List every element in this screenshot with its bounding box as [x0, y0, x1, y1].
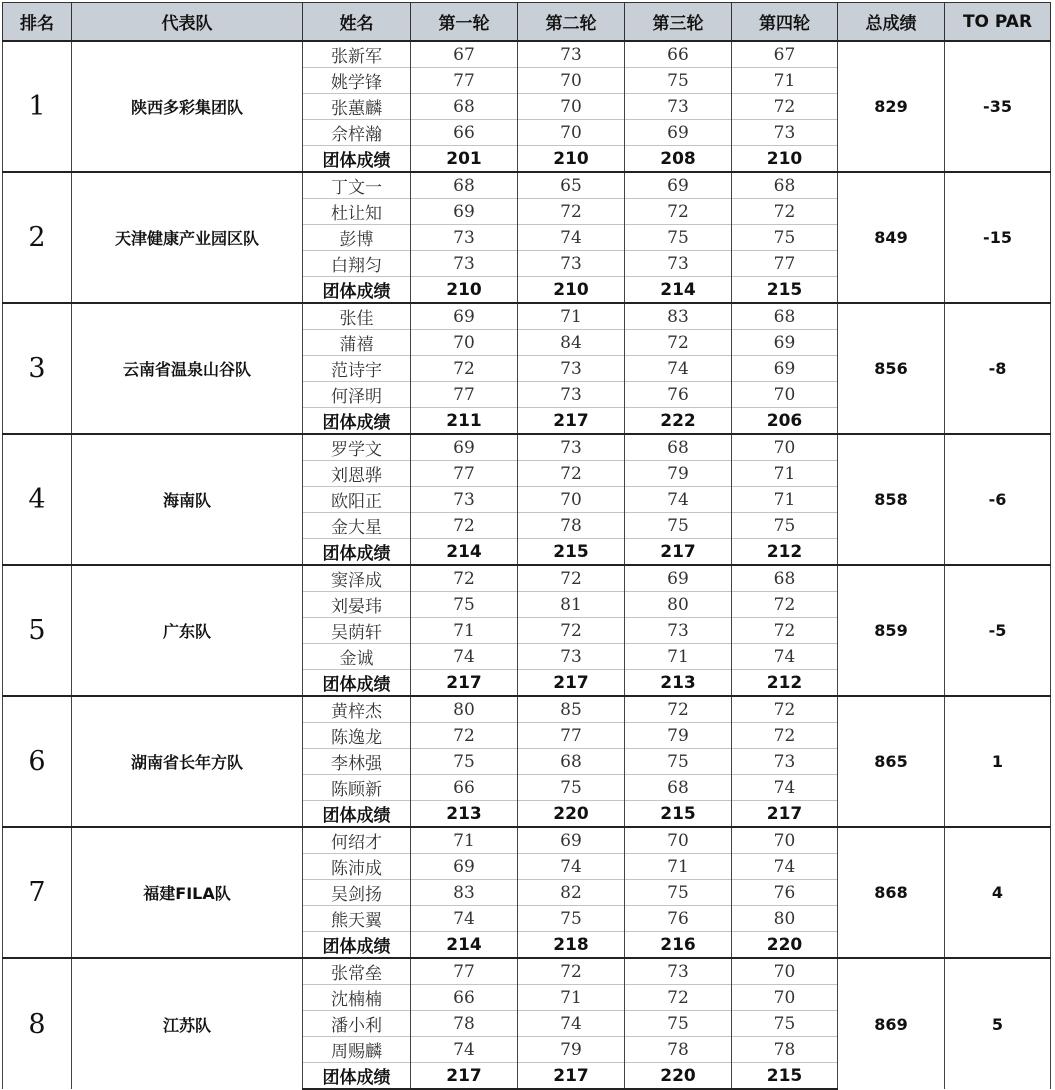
- team-score-label: 团体成绩: [303, 539, 411, 566]
- table-row: [3, 958, 1051, 985]
- player-name-cell: 罗学文: [303, 434, 411, 461]
- team-name-cell: 江苏队: [72, 958, 303, 1089]
- player-name-cell: 张蕙麟: [303, 94, 411, 120]
- round-score-cell: 73: [625, 251, 732, 277]
- round-score-cell: 74: [732, 775, 838, 801]
- player-name-cell: 佘梓瀚: [303, 120, 411, 146]
- round-score-cell: 65: [518, 172, 625, 199]
- round-score-cell: 73: [411, 251, 518, 277]
- header-row: [3, 3, 1051, 42]
- table-row: [3, 827, 1051, 854]
- total-score-cell: 829: [838, 41, 945, 172]
- table-row: [3, 41, 1051, 68]
- player-name-cell: 姚学锋: [303, 68, 411, 94]
- round-score-cell: 72: [411, 723, 518, 749]
- round-score-cell: 74: [411, 906, 518, 932]
- round-score-cell: 74: [732, 854, 838, 880]
- team-round-score-cell: 218: [518, 932, 625, 959]
- player-name-cell: 欧阳正: [303, 487, 411, 513]
- table-body: [3, 41, 1051, 1089]
- table-row: [3, 696, 1051, 723]
- rank-cell: 3: [3, 303, 72, 434]
- to-par-cell: 5: [945, 958, 1051, 1089]
- round-score-cell: 69: [625, 120, 732, 146]
- round-score-cell: 74: [625, 487, 732, 513]
- round-score-cell: 68: [732, 565, 838, 592]
- round-score-cell: 73: [518, 356, 625, 382]
- round-score-cell: 71: [518, 985, 625, 1011]
- table-row: [3, 565, 1051, 592]
- header-round-3: 第三轮: [625, 3, 732, 42]
- round-score-cell: 72: [732, 592, 838, 618]
- player-name-cell: 何绍才: [303, 827, 411, 854]
- total-score-cell: 859: [838, 565, 945, 696]
- round-score-cell: 72: [411, 513, 518, 539]
- round-score-cell: 75: [732, 1011, 838, 1037]
- round-score-cell: 77: [411, 461, 518, 487]
- team-round-score-cell: 215: [518, 539, 625, 566]
- team-round-score-cell: 210: [732, 146, 838, 173]
- table-row: [3, 303, 1051, 330]
- round-score-cell: 76: [625, 382, 732, 408]
- team-name-cell: 陕西多彩集团队: [72, 41, 303, 172]
- player-name-cell: 熊天翼: [303, 906, 411, 932]
- team-round-score-cell: 213: [411, 801, 518, 828]
- rank-cell: 4: [3, 434, 72, 565]
- team-round-score-cell: 215: [732, 1063, 838, 1090]
- round-score-cell: 68: [625, 775, 732, 801]
- table-row: [3, 434, 1051, 461]
- round-score-cell: 70: [625, 827, 732, 854]
- round-score-cell: 73: [732, 749, 838, 775]
- player-name-cell: 何泽明: [303, 382, 411, 408]
- header-name: 姓名: [303, 3, 411, 42]
- team-name-cell: 云南省温泉山谷队: [72, 303, 303, 434]
- player-name-cell: 黄梓杰: [303, 696, 411, 723]
- round-score-cell: 83: [411, 880, 518, 906]
- team-round-score-cell: 217: [625, 539, 732, 566]
- to-par-cell: -8: [945, 303, 1051, 434]
- round-score-cell: 70: [732, 382, 838, 408]
- round-score-cell: 78: [732, 1037, 838, 1063]
- round-score-cell: 75: [625, 880, 732, 906]
- round-score-cell: 75: [732, 513, 838, 539]
- round-score-cell: 84: [518, 330, 625, 356]
- team-round-score-cell: 220: [732, 932, 838, 959]
- round-score-cell: 71: [411, 618, 518, 644]
- player-name-cell: 陈顾新: [303, 775, 411, 801]
- round-score-cell: 71: [732, 487, 838, 513]
- rank-cell: 1: [3, 41, 72, 172]
- round-score-cell: 74: [518, 225, 625, 251]
- round-score-cell: 73: [518, 434, 625, 461]
- round-score-cell: 75: [411, 592, 518, 618]
- player-name-cell: 李林强: [303, 749, 411, 775]
- team-name-cell: 海南队: [72, 434, 303, 565]
- to-par-cell: -35: [945, 41, 1051, 172]
- player-name-cell: 周赐麟: [303, 1037, 411, 1063]
- team-name-cell: 福建FILA队: [72, 827, 303, 958]
- round-score-cell: 75: [518, 906, 625, 932]
- team-round-score-cell: 216: [625, 932, 732, 959]
- team-round-score-cell: 215: [625, 801, 732, 828]
- team-round-score-cell: 220: [518, 801, 625, 828]
- rank-cell: 8: [3, 958, 72, 1089]
- round-score-cell: 73: [518, 41, 625, 68]
- player-name-cell: 陈逸龙: [303, 723, 411, 749]
- player-name-cell: 刘恩骅: [303, 461, 411, 487]
- round-score-cell: 73: [625, 958, 732, 985]
- round-score-cell: 69: [411, 303, 518, 330]
- team-round-score-cell: 210: [518, 146, 625, 173]
- round-score-cell: 78: [411, 1011, 518, 1037]
- team-round-score-cell: 212: [732, 539, 838, 566]
- team-round-score-cell: 212: [732, 670, 838, 697]
- team-round-score-cell: 206: [732, 408, 838, 435]
- header-rank: 排名: [3, 3, 72, 42]
- round-score-cell: 69: [625, 565, 732, 592]
- round-score-cell: 79: [625, 723, 732, 749]
- round-score-cell: 72: [625, 985, 732, 1011]
- round-score-cell: 72: [625, 199, 732, 225]
- round-score-cell: 75: [625, 749, 732, 775]
- player-name-cell: 范诗宇: [303, 356, 411, 382]
- round-score-cell: 70: [732, 827, 838, 854]
- team-round-score-cell: 217: [518, 1063, 625, 1090]
- team-name-cell: 湖南省长年方队: [72, 696, 303, 827]
- round-score-cell: 78: [518, 513, 625, 539]
- player-name-cell: 陈沛成: [303, 854, 411, 880]
- round-score-cell: 68: [625, 434, 732, 461]
- player-name-cell: 刘晏玮: [303, 592, 411, 618]
- round-score-cell: 75: [411, 749, 518, 775]
- round-score-cell: 77: [411, 382, 518, 408]
- round-score-cell: 66: [411, 120, 518, 146]
- total-score-cell: 858: [838, 434, 945, 565]
- team-round-score-cell: 214: [411, 932, 518, 959]
- round-score-cell: 66: [411, 775, 518, 801]
- round-score-cell: 72: [518, 199, 625, 225]
- round-score-cell: 71: [732, 68, 838, 94]
- to-par-cell: -5: [945, 565, 1051, 696]
- player-name-cell: 彭博: [303, 225, 411, 251]
- round-score-cell: 68: [411, 94, 518, 120]
- round-score-cell: 69: [518, 827, 625, 854]
- round-score-cell: 72: [411, 565, 518, 592]
- team-score-label: 团体成绩: [303, 932, 411, 959]
- round-score-cell: 75: [518, 775, 625, 801]
- player-name-cell: 白翔匀: [303, 251, 411, 277]
- round-score-cell: 72: [518, 618, 625, 644]
- player-name-cell: 窦泽成: [303, 565, 411, 592]
- team-round-score-cell: 214: [411, 539, 518, 566]
- round-score-cell: 71: [625, 644, 732, 670]
- round-score-cell: 74: [411, 644, 518, 670]
- round-score-cell: 69: [732, 330, 838, 356]
- round-score-cell: 75: [625, 513, 732, 539]
- round-score-cell: 76: [732, 880, 838, 906]
- team-round-score-cell: 210: [411, 277, 518, 304]
- round-score-cell: 74: [411, 1037, 518, 1063]
- round-score-cell: 68: [732, 172, 838, 199]
- team-round-score-cell: 220: [625, 1063, 732, 1090]
- team-round-score-cell: 201: [411, 146, 518, 173]
- player-name-cell: 蒲禧: [303, 330, 411, 356]
- table-row: [3, 172, 1051, 199]
- round-score-cell: 69: [411, 434, 518, 461]
- round-score-cell: 68: [411, 172, 518, 199]
- rank-cell: 5: [3, 565, 72, 696]
- round-score-cell: 73: [625, 618, 732, 644]
- round-score-cell: 77: [732, 251, 838, 277]
- team-score-label: 团体成绩: [303, 277, 411, 304]
- total-score-cell: 868: [838, 827, 945, 958]
- round-score-cell: 85: [518, 696, 625, 723]
- rank-cell: 6: [3, 696, 72, 827]
- round-score-cell: 72: [732, 199, 838, 225]
- round-score-cell: 77: [518, 723, 625, 749]
- team-score-label: 团体成绩: [303, 146, 411, 173]
- round-score-cell: 72: [625, 696, 732, 723]
- to-par-cell: -15: [945, 172, 1051, 303]
- team-round-score-cell: 217: [732, 801, 838, 828]
- round-score-cell: 79: [518, 1037, 625, 1063]
- player-name-cell: 吴荫轩: [303, 618, 411, 644]
- header-round-2: 第二轮: [518, 3, 625, 42]
- round-score-cell: 69: [625, 172, 732, 199]
- round-score-cell: 75: [625, 68, 732, 94]
- team-score-label: 团体成绩: [303, 801, 411, 828]
- round-score-cell: 77: [411, 958, 518, 985]
- team-round-score-cell: 211: [411, 408, 518, 435]
- round-score-cell: 80: [732, 906, 838, 932]
- team-round-score-cell: 210: [518, 277, 625, 304]
- team-name-cell: 天津健康产业园区队: [72, 172, 303, 303]
- player-name-cell: 张佳: [303, 303, 411, 330]
- round-score-cell: 66: [625, 41, 732, 68]
- round-score-cell: 69: [732, 356, 838, 382]
- round-score-cell: 70: [411, 330, 518, 356]
- player-name-cell: 吴剑扬: [303, 880, 411, 906]
- round-score-cell: 70: [518, 68, 625, 94]
- header-round-1: 第一轮: [411, 3, 518, 42]
- round-score-cell: 72: [518, 461, 625, 487]
- round-score-cell: 76: [625, 906, 732, 932]
- team-name-cell: 广东队: [72, 565, 303, 696]
- round-score-cell: 70: [518, 487, 625, 513]
- team-score-label: 团体成绩: [303, 1063, 411, 1090]
- table-header: [3, 3, 1051, 42]
- round-score-cell: 75: [625, 225, 732, 251]
- team-round-score-cell: 217: [518, 408, 625, 435]
- round-score-cell: 73: [411, 225, 518, 251]
- round-score-cell: 72: [518, 565, 625, 592]
- round-score-cell: 72: [518, 958, 625, 985]
- team-score-label: 团体成绩: [303, 670, 411, 697]
- player-name-cell: 丁文一: [303, 172, 411, 199]
- to-par-cell: 4: [945, 827, 1051, 958]
- round-score-cell: 77: [411, 68, 518, 94]
- player-name-cell: 张新军: [303, 41, 411, 68]
- round-score-cell: 70: [732, 985, 838, 1011]
- team-round-score-cell: 215: [732, 277, 838, 304]
- round-score-cell: 72: [625, 330, 732, 356]
- round-score-cell: 75: [625, 1011, 732, 1037]
- round-score-cell: 72: [732, 723, 838, 749]
- total-score-cell: 856: [838, 303, 945, 434]
- round-score-cell: 69: [411, 199, 518, 225]
- round-score-cell: 70: [518, 120, 625, 146]
- round-score-cell: 71: [732, 461, 838, 487]
- round-score-cell: 81: [518, 592, 625, 618]
- header-team: 代表队: [72, 3, 303, 42]
- round-score-cell: 67: [732, 41, 838, 68]
- round-score-cell: 66: [411, 985, 518, 1011]
- round-score-cell: 75: [732, 225, 838, 251]
- player-name-cell: 杜让知: [303, 199, 411, 225]
- round-score-cell: 67: [411, 41, 518, 68]
- total-score-cell: 865: [838, 696, 945, 827]
- team-round-score-cell: 217: [411, 1063, 518, 1090]
- player-name-cell: 潘小利: [303, 1011, 411, 1037]
- round-score-cell: 79: [625, 461, 732, 487]
- team-round-score-cell: 208: [625, 146, 732, 173]
- player-name-cell: 金诚: [303, 644, 411, 670]
- round-score-cell: 74: [732, 644, 838, 670]
- player-name-cell: 张常垒: [303, 958, 411, 985]
- round-score-cell: 70: [518, 94, 625, 120]
- round-score-cell: 69: [411, 854, 518, 880]
- header-round-4: 第四轮: [732, 3, 838, 42]
- to-par-cell: -6: [945, 434, 1051, 565]
- team-round-score-cell: 214: [625, 277, 732, 304]
- round-score-cell: 72: [732, 94, 838, 120]
- round-score-cell: 72: [411, 356, 518, 382]
- round-score-cell: 70: [732, 958, 838, 985]
- round-score-cell: 73: [411, 487, 518, 513]
- team-round-score-cell: 217: [411, 670, 518, 697]
- round-score-cell: 70: [732, 434, 838, 461]
- round-score-cell: 71: [625, 854, 732, 880]
- team-round-score-cell: 213: [625, 670, 732, 697]
- round-score-cell: 74: [625, 356, 732, 382]
- round-score-cell: 78: [625, 1037, 732, 1063]
- round-score-cell: 73: [732, 120, 838, 146]
- round-score-cell: 72: [732, 696, 838, 723]
- round-score-cell: 73: [518, 644, 625, 670]
- round-score-cell: 68: [518, 749, 625, 775]
- rank-cell: 2: [3, 172, 72, 303]
- round-score-cell: 71: [518, 303, 625, 330]
- round-score-cell: 71: [411, 827, 518, 854]
- team-round-score-cell: 222: [625, 408, 732, 435]
- total-score-cell: 849: [838, 172, 945, 303]
- header-to-par: TO PAR: [945, 3, 1051, 42]
- round-score-cell: 82: [518, 880, 625, 906]
- to-par-cell: 1: [945, 696, 1051, 827]
- round-score-cell: 73: [625, 94, 732, 120]
- round-score-cell: 80: [625, 592, 732, 618]
- round-score-cell: 73: [518, 251, 625, 277]
- round-score-cell: 68: [732, 303, 838, 330]
- total-score-cell: 869: [838, 958, 945, 1089]
- header-total: 总成绩: [838, 3, 945, 42]
- round-score-cell: 73: [518, 382, 625, 408]
- round-score-cell: 74: [518, 854, 625, 880]
- player-name-cell: 金大星: [303, 513, 411, 539]
- rank-cell: 7: [3, 827, 72, 958]
- player-name-cell: 沈楠楠: [303, 985, 411, 1011]
- round-score-cell: 74: [518, 1011, 625, 1037]
- team-score-label: 团体成绩: [303, 408, 411, 435]
- round-score-cell: 80: [411, 696, 518, 723]
- round-score-cell: 72: [732, 618, 838, 644]
- team-round-score-cell: 217: [518, 670, 625, 697]
- round-score-cell: 83: [625, 303, 732, 330]
- leaderboard-table: [2, 2, 1051, 1090]
